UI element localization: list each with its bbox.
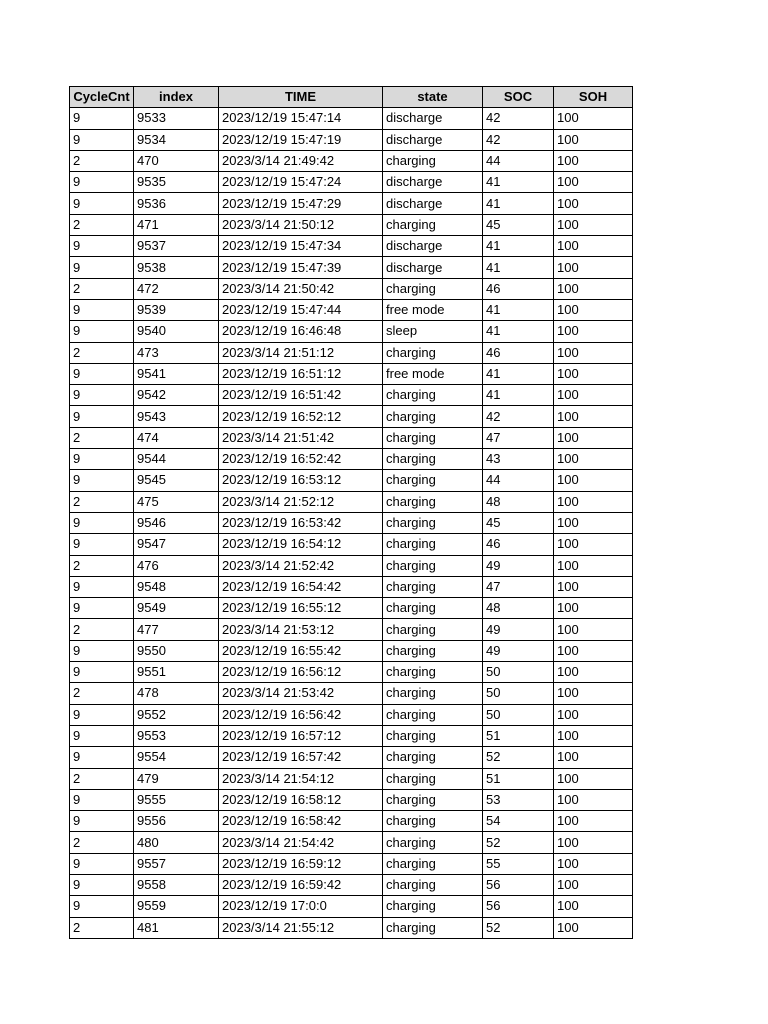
state-cell: charging	[383, 725, 483, 746]
cyclecnt-cell: 2	[70, 342, 134, 363]
time-cell: 2023/12/19 16:59:42	[219, 874, 383, 895]
table-row	[70, 363, 633, 384]
state-cell: charging	[383, 747, 483, 768]
table-row	[70, 214, 633, 235]
time-cell: 2023/12/19 15:47:14	[219, 108, 383, 129]
cyclecnt-cell: 2	[70, 768, 134, 789]
cyclecnt-cell: 9	[70, 321, 134, 342]
cyclecnt-cell: 9	[70, 725, 134, 746]
soc-cell: 41	[483, 385, 554, 406]
table-row	[70, 108, 633, 129]
state-cell: discharge	[383, 129, 483, 150]
soc-cell: 41	[483, 321, 554, 342]
soh-cell: 100	[554, 108, 633, 129]
index-cell: 477	[134, 619, 219, 640]
soh-cell: 100	[554, 512, 633, 533]
table-row	[70, 470, 633, 491]
state-cell: free mode	[383, 363, 483, 384]
index-cell: 9534	[134, 129, 219, 150]
table-row	[70, 193, 633, 214]
table-row	[70, 832, 633, 853]
time-cell: 2023/3/14 21:52:12	[219, 491, 383, 512]
table-row	[70, 236, 633, 257]
time-cell: 2023/12/19 16:56:42	[219, 704, 383, 725]
state-cell: charging	[383, 385, 483, 406]
index-cell: 479	[134, 768, 219, 789]
index-cell: 9552	[134, 704, 219, 725]
header-state: state	[383, 87, 483, 108]
table-row	[70, 427, 633, 448]
index-cell: 9540	[134, 321, 219, 342]
cyclecnt-cell: 9	[70, 449, 134, 470]
table-row	[70, 853, 633, 874]
state-cell: charging	[383, 874, 483, 895]
soc-cell: 47	[483, 427, 554, 448]
soh-cell: 100	[554, 491, 633, 512]
cyclecnt-cell: 9	[70, 193, 134, 214]
soc-cell: 44	[483, 470, 554, 491]
table-row	[70, 619, 633, 640]
soc-cell: 48	[483, 491, 554, 512]
time-cell: 2023/12/19 16:58:12	[219, 789, 383, 810]
table-row	[70, 662, 633, 683]
state-cell: charging	[383, 640, 483, 661]
index-cell: 9555	[134, 789, 219, 810]
state-cell: discharge	[383, 108, 483, 129]
header-soc: SOC	[483, 87, 554, 108]
table-row	[70, 555, 633, 576]
cyclecnt-cell: 9	[70, 299, 134, 320]
soh-cell: 100	[554, 363, 633, 384]
soh-cell: 100	[554, 385, 633, 406]
soc-cell: 43	[483, 449, 554, 470]
soh-cell: 100	[554, 172, 633, 193]
soc-cell: 41	[483, 299, 554, 320]
soc-cell: 49	[483, 555, 554, 576]
soc-cell: 55	[483, 853, 554, 874]
time-cell: 2023/12/19 16:53:12	[219, 470, 383, 491]
index-cell: 9543	[134, 406, 219, 427]
soc-cell: 42	[483, 129, 554, 150]
soh-cell: 100	[554, 299, 633, 320]
time-cell: 2023/12/19 16:51:12	[219, 363, 383, 384]
cyclecnt-cell: 9	[70, 576, 134, 597]
soh-cell: 100	[554, 150, 633, 171]
state-cell: charging	[383, 449, 483, 470]
index-cell: 476	[134, 555, 219, 576]
cyclecnt-cell: 9	[70, 789, 134, 810]
table-row	[70, 768, 633, 789]
state-cell: charging	[383, 917, 483, 938]
index-cell: 9539	[134, 299, 219, 320]
soh-cell: 100	[554, 129, 633, 150]
soh-cell: 100	[554, 896, 633, 917]
soh-cell: 100	[554, 555, 633, 576]
soh-cell: 100	[554, 747, 633, 768]
time-cell: 2023/12/19 17:0:0	[219, 896, 383, 917]
time-cell: 2023/3/14 21:52:42	[219, 555, 383, 576]
index-cell: 9557	[134, 853, 219, 874]
time-cell: 2023/12/19 16:58:42	[219, 811, 383, 832]
cyclecnt-cell: 9	[70, 512, 134, 533]
soh-cell: 100	[554, 683, 633, 704]
index-cell: 9551	[134, 662, 219, 683]
table-row	[70, 811, 633, 832]
soh-cell: 100	[554, 193, 633, 214]
cyclecnt-cell: 9	[70, 236, 134, 257]
table-row	[70, 512, 633, 533]
soc-cell: 53	[483, 789, 554, 810]
table-row	[70, 704, 633, 725]
cyclecnt-cell: 2	[70, 917, 134, 938]
time-cell: 2023/3/14 21:53:12	[219, 619, 383, 640]
soh-cell: 100	[554, 449, 633, 470]
soh-cell: 100	[554, 278, 633, 299]
table-row	[70, 576, 633, 597]
header-index: index	[134, 87, 219, 108]
index-cell: 472	[134, 278, 219, 299]
soh-cell: 100	[554, 725, 633, 746]
index-cell: 9559	[134, 896, 219, 917]
state-cell: charging	[383, 342, 483, 363]
time-cell: 2023/3/14 21:51:42	[219, 427, 383, 448]
cyclecnt-cell: 9	[70, 470, 134, 491]
index-cell: 473	[134, 342, 219, 363]
soh-cell: 100	[554, 321, 633, 342]
table-row	[70, 725, 633, 746]
index-cell: 9558	[134, 874, 219, 895]
soh-cell: 100	[554, 917, 633, 938]
index-cell: 471	[134, 214, 219, 235]
soc-cell: 48	[483, 598, 554, 619]
time-cell: 2023/12/19 15:47:34	[219, 236, 383, 257]
cyclecnt-cell: 9	[70, 747, 134, 768]
cyclecnt-cell: 9	[70, 385, 134, 406]
soc-cell: 41	[483, 257, 554, 278]
soc-cell: 51	[483, 725, 554, 746]
cyclecnt-cell: 9	[70, 406, 134, 427]
state-cell: charging	[383, 619, 483, 640]
index-cell: 478	[134, 683, 219, 704]
soc-cell: 52	[483, 747, 554, 768]
soc-cell: 56	[483, 896, 554, 917]
time-cell: 2023/12/19 16:56:12	[219, 662, 383, 683]
soh-cell: 100	[554, 342, 633, 363]
table-row	[70, 257, 633, 278]
time-cell: 2023/3/14 21:54:12	[219, 768, 383, 789]
index-cell: 9537	[134, 236, 219, 257]
state-cell: discharge	[383, 257, 483, 278]
table-row	[70, 278, 633, 299]
time-cell: 2023/12/19 16:59:12	[219, 853, 383, 874]
cyclecnt-cell: 2	[70, 427, 134, 448]
soh-cell: 100	[554, 874, 633, 895]
index-cell: 9556	[134, 811, 219, 832]
soc-cell: 49	[483, 619, 554, 640]
table-row	[70, 917, 633, 938]
soh-cell: 100	[554, 427, 633, 448]
table-row	[70, 683, 633, 704]
table-row	[70, 129, 633, 150]
time-cell: 2023/3/14 21:50:12	[219, 214, 383, 235]
state-cell: charging	[383, 811, 483, 832]
table-header	[70, 87, 633, 108]
cyclecnt-cell: 2	[70, 491, 134, 512]
state-cell: charging	[383, 214, 483, 235]
time-cell: 2023/3/14 21:55:12	[219, 917, 383, 938]
time-cell: 2023/12/19 15:47:44	[219, 299, 383, 320]
cyclecnt-cell: 2	[70, 150, 134, 171]
table-row	[70, 640, 633, 661]
time-cell: 2023/3/14 21:49:42	[219, 150, 383, 171]
cyclecnt-cell: 2	[70, 555, 134, 576]
state-cell: charging	[383, 576, 483, 597]
cyclecnt-cell: 9	[70, 853, 134, 874]
time-cell: 2023/12/19 16:52:42	[219, 449, 383, 470]
cyclecnt-cell: 2	[70, 683, 134, 704]
time-cell: 2023/3/14 21:53:42	[219, 683, 383, 704]
index-cell: 9547	[134, 534, 219, 555]
cyclecnt-cell: 9	[70, 640, 134, 661]
soc-cell: 44	[483, 150, 554, 171]
soh-cell: 100	[554, 640, 633, 661]
time-cell: 2023/12/19 16:54:12	[219, 534, 383, 555]
state-cell: charging	[383, 832, 483, 853]
time-cell: 2023/12/19 16:57:12	[219, 725, 383, 746]
header-time: TIME	[219, 87, 383, 108]
state-cell: discharge	[383, 193, 483, 214]
cyclecnt-cell: 9	[70, 662, 134, 683]
index-cell: 9544	[134, 449, 219, 470]
index-cell: 480	[134, 832, 219, 853]
time-cell: 2023/12/19 16:46:48	[219, 321, 383, 342]
soc-cell: 50	[483, 704, 554, 725]
table-row	[70, 342, 633, 363]
soc-cell: 56	[483, 874, 554, 895]
header-row	[70, 87, 633, 108]
state-cell: charging	[383, 598, 483, 619]
index-cell: 9548	[134, 576, 219, 597]
table-row	[70, 896, 633, 917]
soh-cell: 100	[554, 619, 633, 640]
time-cell: 2023/3/14 21:50:42	[219, 278, 383, 299]
index-cell: 9541	[134, 363, 219, 384]
soh-cell: 100	[554, 214, 633, 235]
table-row	[70, 299, 633, 320]
soh-cell: 100	[554, 832, 633, 853]
table-row	[70, 150, 633, 171]
soc-cell: 41	[483, 363, 554, 384]
time-cell: 2023/12/19 16:57:42	[219, 747, 383, 768]
cyclecnt-cell: 9	[70, 108, 134, 129]
soc-cell: 50	[483, 662, 554, 683]
soc-cell: 41	[483, 193, 554, 214]
index-cell: 9553	[134, 725, 219, 746]
state-cell: charging	[383, 683, 483, 704]
state-cell: charging	[383, 704, 483, 725]
state-cell: charging	[383, 853, 483, 874]
index-cell: 9536	[134, 193, 219, 214]
soc-cell: 46	[483, 534, 554, 555]
state-cell: charging	[383, 512, 483, 533]
index-cell: 474	[134, 427, 219, 448]
header-soh: SOH	[554, 87, 633, 108]
soc-cell: 42	[483, 406, 554, 427]
cyclecnt-cell: 2	[70, 214, 134, 235]
state-cell: charging	[383, 555, 483, 576]
state-cell: charging	[383, 662, 483, 683]
soh-cell: 100	[554, 534, 633, 555]
table-row	[70, 874, 633, 895]
cyclecnt-cell: 2	[70, 619, 134, 640]
time-cell: 2023/12/19 15:47:24	[219, 172, 383, 193]
index-cell: 9535	[134, 172, 219, 193]
index-cell: 9542	[134, 385, 219, 406]
table-row	[70, 598, 633, 619]
state-cell: charging	[383, 150, 483, 171]
cyclecnt-cell: 9	[70, 874, 134, 895]
state-cell: charging	[383, 768, 483, 789]
soh-cell: 100	[554, 257, 633, 278]
soh-cell: 100	[554, 789, 633, 810]
index-cell: 9545	[134, 470, 219, 491]
header-cyclecnt: CycleCnt	[70, 87, 134, 108]
soh-cell: 100	[554, 853, 633, 874]
soc-cell: 42	[483, 108, 554, 129]
soc-cell: 41	[483, 236, 554, 257]
soh-cell: 100	[554, 406, 633, 427]
time-cell: 2023/12/19 16:51:42	[219, 385, 383, 406]
soc-cell: 54	[483, 811, 554, 832]
state-cell: discharge	[383, 236, 483, 257]
state-cell: charging	[383, 789, 483, 810]
table-row	[70, 321, 633, 342]
soc-cell: 45	[483, 214, 554, 235]
table-row	[70, 534, 633, 555]
index-cell: 481	[134, 917, 219, 938]
cyclecnt-cell: 9	[70, 534, 134, 555]
time-cell: 2023/12/19 15:47:29	[219, 193, 383, 214]
index-cell: 9546	[134, 512, 219, 533]
cyclecnt-cell: 9	[70, 811, 134, 832]
index-cell: 9538	[134, 257, 219, 278]
soh-cell: 100	[554, 662, 633, 683]
time-cell: 2023/3/14 21:51:12	[219, 342, 383, 363]
time-cell: 2023/12/19 16:54:42	[219, 576, 383, 597]
table-row	[70, 172, 633, 193]
soh-cell: 100	[554, 598, 633, 619]
soc-cell: 52	[483, 832, 554, 853]
cyclecnt-cell: 2	[70, 832, 134, 853]
data-sheet	[69, 86, 633, 939]
time-cell: 2023/12/19 16:52:12	[219, 406, 383, 427]
data-table	[69, 86, 633, 939]
state-cell: charging	[383, 491, 483, 512]
soh-cell: 100	[554, 576, 633, 597]
soc-cell: 47	[483, 576, 554, 597]
state-cell: charging	[383, 427, 483, 448]
cyclecnt-cell: 9	[70, 172, 134, 193]
state-cell: sleep	[383, 321, 483, 342]
index-cell: 470	[134, 150, 219, 171]
state-cell: charging	[383, 534, 483, 555]
time-cell: 2023/12/19 16:55:42	[219, 640, 383, 661]
cyclecnt-cell: 9	[70, 129, 134, 150]
index-cell: 9554	[134, 747, 219, 768]
cyclecnt-cell: 2	[70, 278, 134, 299]
soc-cell: 50	[483, 683, 554, 704]
time-cell: 2023/12/19 15:47:39	[219, 257, 383, 278]
table-row	[70, 406, 633, 427]
soh-cell: 100	[554, 811, 633, 832]
state-cell: charging	[383, 470, 483, 491]
table-row	[70, 747, 633, 768]
soc-cell: 52	[483, 917, 554, 938]
state-cell: discharge	[383, 172, 483, 193]
time-cell: 2023/12/19 16:53:42	[219, 512, 383, 533]
soc-cell: 41	[483, 172, 554, 193]
soc-cell: 49	[483, 640, 554, 661]
soh-cell: 100	[554, 768, 633, 789]
soc-cell: 46	[483, 342, 554, 363]
state-cell: charging	[383, 406, 483, 427]
cyclecnt-cell: 9	[70, 257, 134, 278]
state-cell: charging	[383, 896, 483, 917]
soh-cell: 100	[554, 236, 633, 257]
index-cell: 9549	[134, 598, 219, 619]
index-cell: 9533	[134, 108, 219, 129]
table-body	[70, 108, 633, 939]
soc-cell: 46	[483, 278, 554, 299]
cyclecnt-cell: 9	[70, 704, 134, 725]
table-row	[70, 449, 633, 470]
time-cell: 2023/12/19 16:55:12	[219, 598, 383, 619]
soh-cell: 100	[554, 470, 633, 491]
cyclecnt-cell: 9	[70, 598, 134, 619]
index-cell: 475	[134, 491, 219, 512]
cyclecnt-cell: 9	[70, 896, 134, 917]
index-cell: 9550	[134, 640, 219, 661]
time-cell: 2023/3/14 21:54:42	[219, 832, 383, 853]
time-cell: 2023/12/19 15:47:19	[219, 129, 383, 150]
table-row	[70, 385, 633, 406]
soc-cell: 45	[483, 512, 554, 533]
cyclecnt-cell: 9	[70, 363, 134, 384]
table-row	[70, 789, 633, 810]
soc-cell: 51	[483, 768, 554, 789]
state-cell: free mode	[383, 299, 483, 320]
table-row	[70, 491, 633, 512]
soh-cell: 100	[554, 704, 633, 725]
state-cell: charging	[383, 278, 483, 299]
